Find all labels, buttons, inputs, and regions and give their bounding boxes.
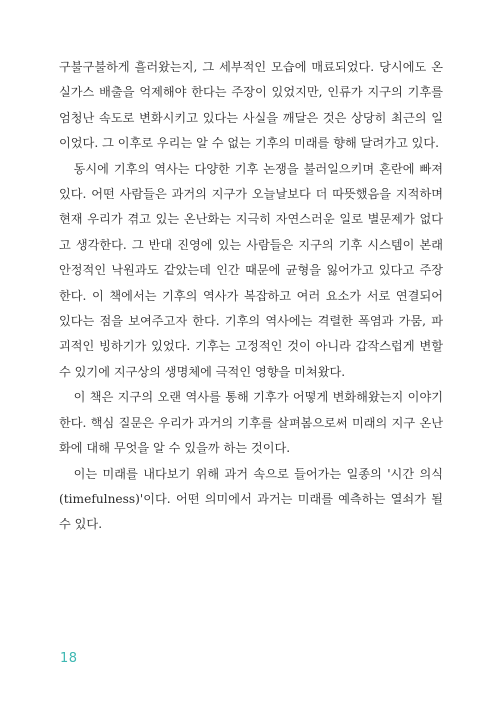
paragraph: 이는 미래를 내다보기 위해 과거 속으로 들어가는 일종의 '시간 의식(timefulness)'이다. 어떤 의미에서 과거는 미래를 예측하는 열쇠가 될 수 있다. [59, 466, 443, 532]
paragraph: 이 책은 지구의 오랜 역사를 통해 기후가 어떻게 변화해왔는지 이야기한다. 핵심 질문은 우리가 과거의 기후를 살펴봄으로써 미래의 지구 온난화에 대해 무엇을 알 수 있을까 하는 것이다. [59, 390, 443, 456]
paragraph: 구불구불하게 흘러왔는지, 그 세부적인 모습에 매료되었다. 당시에도 온실가스 배출을 억제해야 한다는 주장이 있었지만, 인류가 지구의 기후를 엄청난 속도로 변화시키고 있다는 사실을 깨달은 것은 상당히 최근의 일이었다. 그 이후로 우리는 알 수 없는 기후의 미래를 향해 달려가고 있다. [59, 60, 443, 151]
page-number: 18 [60, 651, 78, 666]
paragraph: 동시에 기후의 역사는 다양한 기후 논쟁을 불러일으키며 혼란에 빠져 있다. 어떤 사람들은 과거의 지구가 오늘날보다 더 따뜻했음을 지적하며 현재 우리가 겪고 있는 온난화는 지극히 자연스러운 일로 별문제가 없다고 생각한다. 그 반대 진영에 있는 사람들은 지구의 기후 시스템이 본래 안정적인 낙원과도 같았는데 인간 때문에 균형을 잃어가고 있다고 주장한다. 이 책에서는 기후의 역사가 복잡하고 여러 요소가 서로 연결되어 있다는 점을 보여주고자 한다. 기후의 역사에는 격렬한 폭염과 가뭄, 파괴적인 빙하기가 있었다. 기후는 고정적인 것이 아니라 갑작스럽게 변할 수 있기에 지구상의 생명체에 극적인 영향을 미쳐왔다. [59, 161, 443, 379]
body-text [59, 55, 443, 538]
